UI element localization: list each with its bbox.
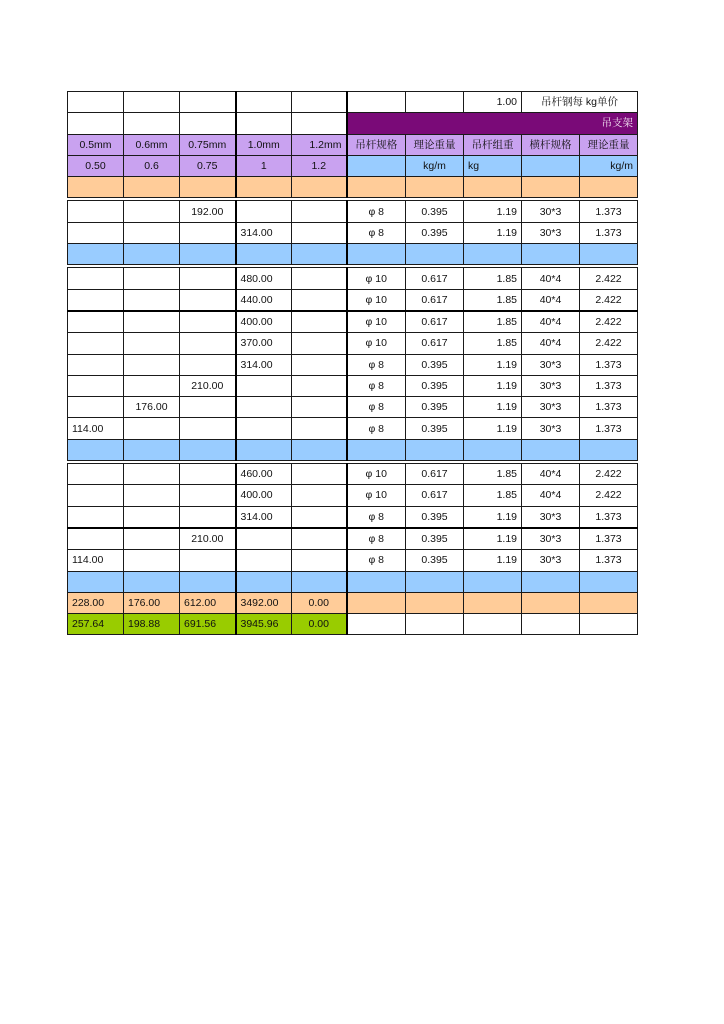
unit-label [347,155,406,176]
thickness-header: 0.5mm [68,134,124,155]
band-cell[interactable] [347,177,406,198]
empty-cell[interactable] [580,592,638,613]
band-cell[interactable] [180,177,236,198]
cell-c1[interactable] [68,485,124,506]
empty-cell[interactable] [347,592,406,613]
cell-c2[interactable]: 176.00 [124,397,180,418]
cell-spec[interactable]: φ 10 [347,311,406,333]
cell-c4[interactable]: 480.00 [236,268,292,289]
table-row [68,550,638,571]
cell-c5[interactable] [292,418,347,439]
cell-c4[interactable] [236,528,292,550]
column-label: 理论重量 [406,134,464,155]
cell-bar-weight[interactable]: 2.422 [580,333,638,354]
adjusted-totals-row [68,614,638,635]
cell-bar-weight[interactable]: 1.373 [580,354,638,375]
cell-weight[interactable]: 0.395 [406,528,464,550]
cell-spec[interactable]: φ 8 [347,201,406,222]
cell-c3[interactable] [180,485,236,506]
cell-bar-weight[interactable]: 1.373 [580,397,638,418]
thickness-value: 1 [236,155,292,176]
cell-c2[interactable] [124,464,180,485]
band-cell[interactable] [180,244,236,265]
table-row [68,418,638,439]
band-cell[interactable] [464,439,522,460]
cell-c2[interactable] [124,333,180,354]
band-cell[interactable] [464,177,522,198]
thickness-header: 1.2mm [292,134,347,155]
cell-c2[interactable] [124,354,180,375]
cell-c2[interactable] [124,485,180,506]
cell-c5[interactable] [292,528,347,550]
cell-c3[interactable] [180,506,236,528]
blue-band-row [68,244,638,265]
unit-label: kg [464,155,522,176]
band-cell[interactable] [347,439,406,460]
cell-bar-weight[interactable]: 2.422 [580,485,638,506]
header-row-unit-price [68,92,638,113]
table-row [68,506,638,528]
cell-group[interactable]: 1.85 [464,333,522,354]
cell-c3[interactable]: 210.00 [180,528,236,550]
cell-spec[interactable]: φ 10 [347,268,406,289]
cell-c5[interactable] [292,289,347,311]
band-cell[interactable] [292,244,347,265]
thickness-value: 0.50 [68,155,124,176]
cell-c5[interactable] [292,222,347,243]
unit-price-value[interactable]: 1.00 [464,92,522,113]
cell-bar-weight[interactable]: 1.373 [580,506,638,528]
cell-group[interactable]: 1.85 [464,268,522,289]
column-label: 吊杆规格 [347,134,406,155]
band-cell[interactable] [580,439,638,460]
total-cell[interactable]: 198.88 [124,614,180,635]
cell-c5[interactable] [292,333,347,354]
empty-cell[interactable] [522,614,580,635]
total-cell[interactable]: 3492.00 [236,592,292,613]
cell-weight[interactable]: 0.395 [406,418,464,439]
cell-c1[interactable] [68,201,124,222]
band-cell[interactable] [406,177,464,198]
thickness-value: 1.2 [292,155,347,176]
cell-c5[interactable] [292,354,347,375]
total-cell[interactable]: 691.56 [180,614,236,635]
cell-spec[interactable]: φ 8 [347,418,406,439]
cell-c4[interactable]: 400.00 [236,311,292,333]
band-cell[interactable] [68,439,124,460]
band-cell[interactable] [124,244,180,265]
cell-bar[interactable]: 30*3 [522,397,580,418]
cell-c4[interactable]: 460.00 [236,464,292,485]
band-cell[interactable] [347,571,406,592]
cell-c2[interactable] [124,528,180,550]
cell-c2[interactable] [124,506,180,528]
band-cell[interactable] [292,571,347,592]
cell-c4[interactable] [236,550,292,571]
cell-c1[interactable] [68,397,124,418]
band-cell[interactable] [406,439,464,460]
header-row-section [68,113,638,134]
cell-c5[interactable] [292,464,347,485]
cell-bar[interactable]: 40*4 [522,333,580,354]
table-row [68,201,638,222]
blue-band-row [68,571,638,592]
cell-bar[interactable]: 40*4 [522,289,580,311]
band-cell[interactable] [292,439,347,460]
unit-price-label: 吊杆钢每 kg单价 [522,92,638,113]
band-cell[interactable] [580,244,638,265]
cell-bar[interactable]: 30*3 [522,418,580,439]
band-cell[interactable] [406,571,464,592]
cell-c4[interactable] [236,397,292,418]
cell-c3[interactable] [180,289,236,311]
cell-group[interactable]: 1.19 [464,418,522,439]
cell-bar-weight[interactable]: 1.373 [580,201,638,222]
cell-group[interactable]: 1.85 [464,311,522,333]
band-cell[interactable] [464,571,522,592]
empty-cell[interactable] [406,614,464,635]
cell-c5[interactable] [292,506,347,528]
cell-spec[interactable]: φ 8 [347,528,406,550]
cell-c2[interactable] [124,222,180,243]
cell-weight[interactable]: 0.395 [406,550,464,571]
cell-bar[interactable]: 40*4 [522,268,580,289]
cell-group[interactable]: 1.19 [464,375,522,396]
orange-band-row [68,177,638,198]
cell-weight[interactable]: 0.395 [406,375,464,396]
empty-cell[interactable] [522,592,580,613]
cell-c1[interactable] [68,375,124,396]
band-cell[interactable] [522,177,580,198]
band-cell[interactable] [580,177,638,198]
cell-spec[interactable]: φ 8 [347,506,406,528]
cell-c1[interactable] [68,222,124,243]
cell-c2[interactable] [124,418,180,439]
blue-band-row [68,439,638,460]
cell-c4[interactable]: 400.00 [236,485,292,506]
band-cell[interactable] [236,244,292,265]
cell-c3[interactable] [180,418,236,439]
empty-cell[interactable] [347,614,406,635]
cell-group[interactable]: 1.19 [464,222,522,243]
cell-c1[interactable]: 114.00 [68,418,124,439]
cell-c1[interactable]: 114.00 [68,550,124,571]
cell-bar-weight[interactable]: 1.373 [580,550,638,571]
cell-bar-weight[interactable]: 1.373 [580,418,638,439]
cell-c1[interactable] [68,333,124,354]
table-row [68,397,638,418]
empty-cell[interactable] [464,614,522,635]
cell-c1[interactable] [68,268,124,289]
table-row [68,485,638,506]
cell-c2[interactable] [124,375,180,396]
thickness-value: 0.75 [180,155,236,176]
cell-bar-weight[interactable]: 1.373 [580,528,638,550]
band-cell[interactable] [68,177,124,198]
cell-c5[interactable] [292,397,347,418]
cell-group[interactable]: 1.19 [464,550,522,571]
cell-c1[interactable] [68,506,124,528]
cell-c5[interactable] [292,201,347,222]
unit-label: kg/m [406,155,464,176]
band-cell[interactable] [580,571,638,592]
cell-group[interactable]: 1.85 [464,464,522,485]
total-cell[interactable]: 257.64 [68,614,124,635]
band-cell[interactable] [124,571,180,592]
cell-weight[interactable]: 0.395 [406,354,464,375]
cell-bar-weight[interactable]: 2.422 [580,289,638,311]
cell-bar-weight[interactable]: 2.422 [580,268,638,289]
cell-c2[interactable] [124,268,180,289]
cell-spec[interactable]: φ 8 [347,397,406,418]
band-cell[interactable] [406,244,464,265]
cell-bar[interactable]: 30*3 [522,550,580,571]
cell-c3[interactable] [180,354,236,375]
cell-bar[interactable]: 30*3 [522,222,580,243]
thickness-value: 0.6 [124,155,180,176]
total-cell[interactable]: 228.00 [68,592,124,613]
band-cell[interactable] [68,571,124,592]
band-cell[interactable] [292,177,347,198]
thickness-header: 0.6mm [124,134,180,155]
cell-group[interactable]: 1.85 [464,485,522,506]
cell-group[interactable]: 1.19 [464,201,522,222]
cell-c5[interactable] [292,311,347,333]
table-row [68,464,638,485]
cell-c2[interactable] [124,289,180,311]
cell-bar[interactable]: 30*3 [522,201,580,222]
cell-c5[interactable] [292,485,347,506]
cell-c3[interactable] [180,397,236,418]
cell-group[interactable]: 1.85 [464,289,522,311]
column-label: 横杆规格 [522,134,580,155]
cell-bar[interactable]: 40*4 [522,485,580,506]
cell-spec[interactable]: φ 10 [347,289,406,311]
band-cell[interactable] [522,571,580,592]
band-cell[interactable] [522,439,580,460]
cell-bar[interactable]: 30*3 [522,354,580,375]
cell-c4[interactable]: 314.00 [236,354,292,375]
cell-spec[interactable]: φ 10 [347,485,406,506]
cell-c4[interactable]: 440.00 [236,289,292,311]
cell-weight[interactable]: 0.617 [406,333,464,354]
table-row [68,289,638,311]
cell-spec[interactable]: φ 8 [347,375,406,396]
band-cell[interactable] [236,177,292,198]
band-cell[interactable] [236,439,292,460]
cell-weight[interactable]: 0.395 [406,201,464,222]
band-cell[interactable] [464,244,522,265]
band-cell[interactable] [68,244,124,265]
empty-cell[interactable] [464,592,522,613]
total-cell[interactable]: 3945.96 [236,614,292,635]
cell-spec[interactable]: φ 8 [347,550,406,571]
cell-group[interactable]: 1.19 [464,506,522,528]
cell-c4[interactable]: 314.00 [236,506,292,528]
cell-weight[interactable]: 0.617 [406,268,464,289]
cell-bar[interactable]: 40*4 [522,311,580,333]
table-row [68,222,638,243]
thickness-header: 0.75mm [180,134,236,155]
band-cell[interactable] [180,571,236,592]
cell-weight[interactable]: 0.617 [406,289,464,311]
cell-c3[interactable]: 210.00 [180,375,236,396]
cell-bar-weight[interactable]: 2.422 [580,464,638,485]
cell-weight[interactable]: 0.395 [406,397,464,418]
empty-cell[interactable] [580,614,638,635]
band-cell[interactable] [522,244,580,265]
cell-group[interactable]: 1.19 [464,354,522,375]
cell-spec[interactable]: φ 10 [347,464,406,485]
cell-spec[interactable]: φ 8 [347,354,406,375]
cell-spec[interactable]: φ 10 [347,333,406,354]
cell-c5[interactable] [292,375,347,396]
column-label: 理论重量 [580,134,638,155]
cell-c3[interactable] [180,333,236,354]
header-row-values [68,155,638,176]
band-cell[interactable] [236,571,292,592]
cell-c4[interactable] [236,375,292,396]
cell-c3[interactable] [180,268,236,289]
cell-spec[interactable]: φ 8 [347,222,406,243]
total-cell[interactable]: 0.00 [292,592,347,613]
cell-bar[interactable]: 30*3 [522,506,580,528]
band-cell[interactable] [347,244,406,265]
unit-label [522,155,580,176]
cell-group[interactable]: 1.19 [464,397,522,418]
cell-c1[interactable] [68,289,124,311]
cell-weight[interactable]: 0.617 [406,311,464,333]
total-cell[interactable]: 176.00 [124,592,180,613]
table-row [68,268,638,289]
cell-c3[interactable] [180,311,236,333]
cell-c5[interactable] [292,550,347,571]
unit-label: kg/m [580,155,638,176]
table-row [68,528,638,550]
table-row [68,311,638,333]
cell-c3[interactable] [180,550,236,571]
header-row-thickness [68,134,638,155]
cell-weight[interactable]: 0.617 [406,485,464,506]
cell-c2[interactable] [124,201,180,222]
spreadsheet-table [67,91,638,635]
cell-c1[interactable] [68,354,124,375]
cell-c3[interactable]: 192.00 [180,201,236,222]
cell-c4[interactable] [236,201,292,222]
cell-c5[interactable] [292,268,347,289]
cell-bar[interactable]: 30*3 [522,375,580,396]
cell-c1[interactable] [68,464,124,485]
band-cell[interactable] [180,439,236,460]
band-cell[interactable] [124,439,180,460]
cell-c4[interactable] [236,418,292,439]
cell-c2[interactable] [124,311,180,333]
cell-c4[interactable]: 370.00 [236,333,292,354]
cell-weight[interactable]: 0.617 [406,464,464,485]
thickness-header: 1.0mm [236,134,292,155]
total-cell[interactable]: 612.00 [180,592,236,613]
cell-bar-weight[interactable]: 1.373 [580,375,638,396]
cell-c2[interactable] [124,550,180,571]
cell-c3[interactable] [180,464,236,485]
band-cell[interactable] [124,177,180,198]
table-row [68,333,638,354]
cell-bar[interactable]: 40*4 [522,464,580,485]
cell-weight[interactable]: 0.395 [406,222,464,243]
table-row [68,354,638,375]
cell-c1[interactable] [68,311,124,333]
table-row [68,375,638,396]
cell-bar-weight[interactable]: 1.373 [580,222,638,243]
cell-c3[interactable] [180,222,236,243]
cell-c4[interactable]: 314.00 [236,222,292,243]
section-label: 吊支架 [347,113,638,134]
cell-c1[interactable] [68,528,124,550]
cell-group[interactable]: 1.19 [464,528,522,550]
total-cell[interactable]: 0.00 [292,614,347,635]
totals-row [68,592,638,613]
empty-cell[interactable] [406,592,464,613]
cell-bar[interactable]: 30*3 [522,528,580,550]
cell-bar-weight[interactable]: 2.422 [580,311,638,333]
cell-weight[interactable]: 0.395 [406,506,464,528]
column-label: 吊杆组重 [464,134,522,155]
